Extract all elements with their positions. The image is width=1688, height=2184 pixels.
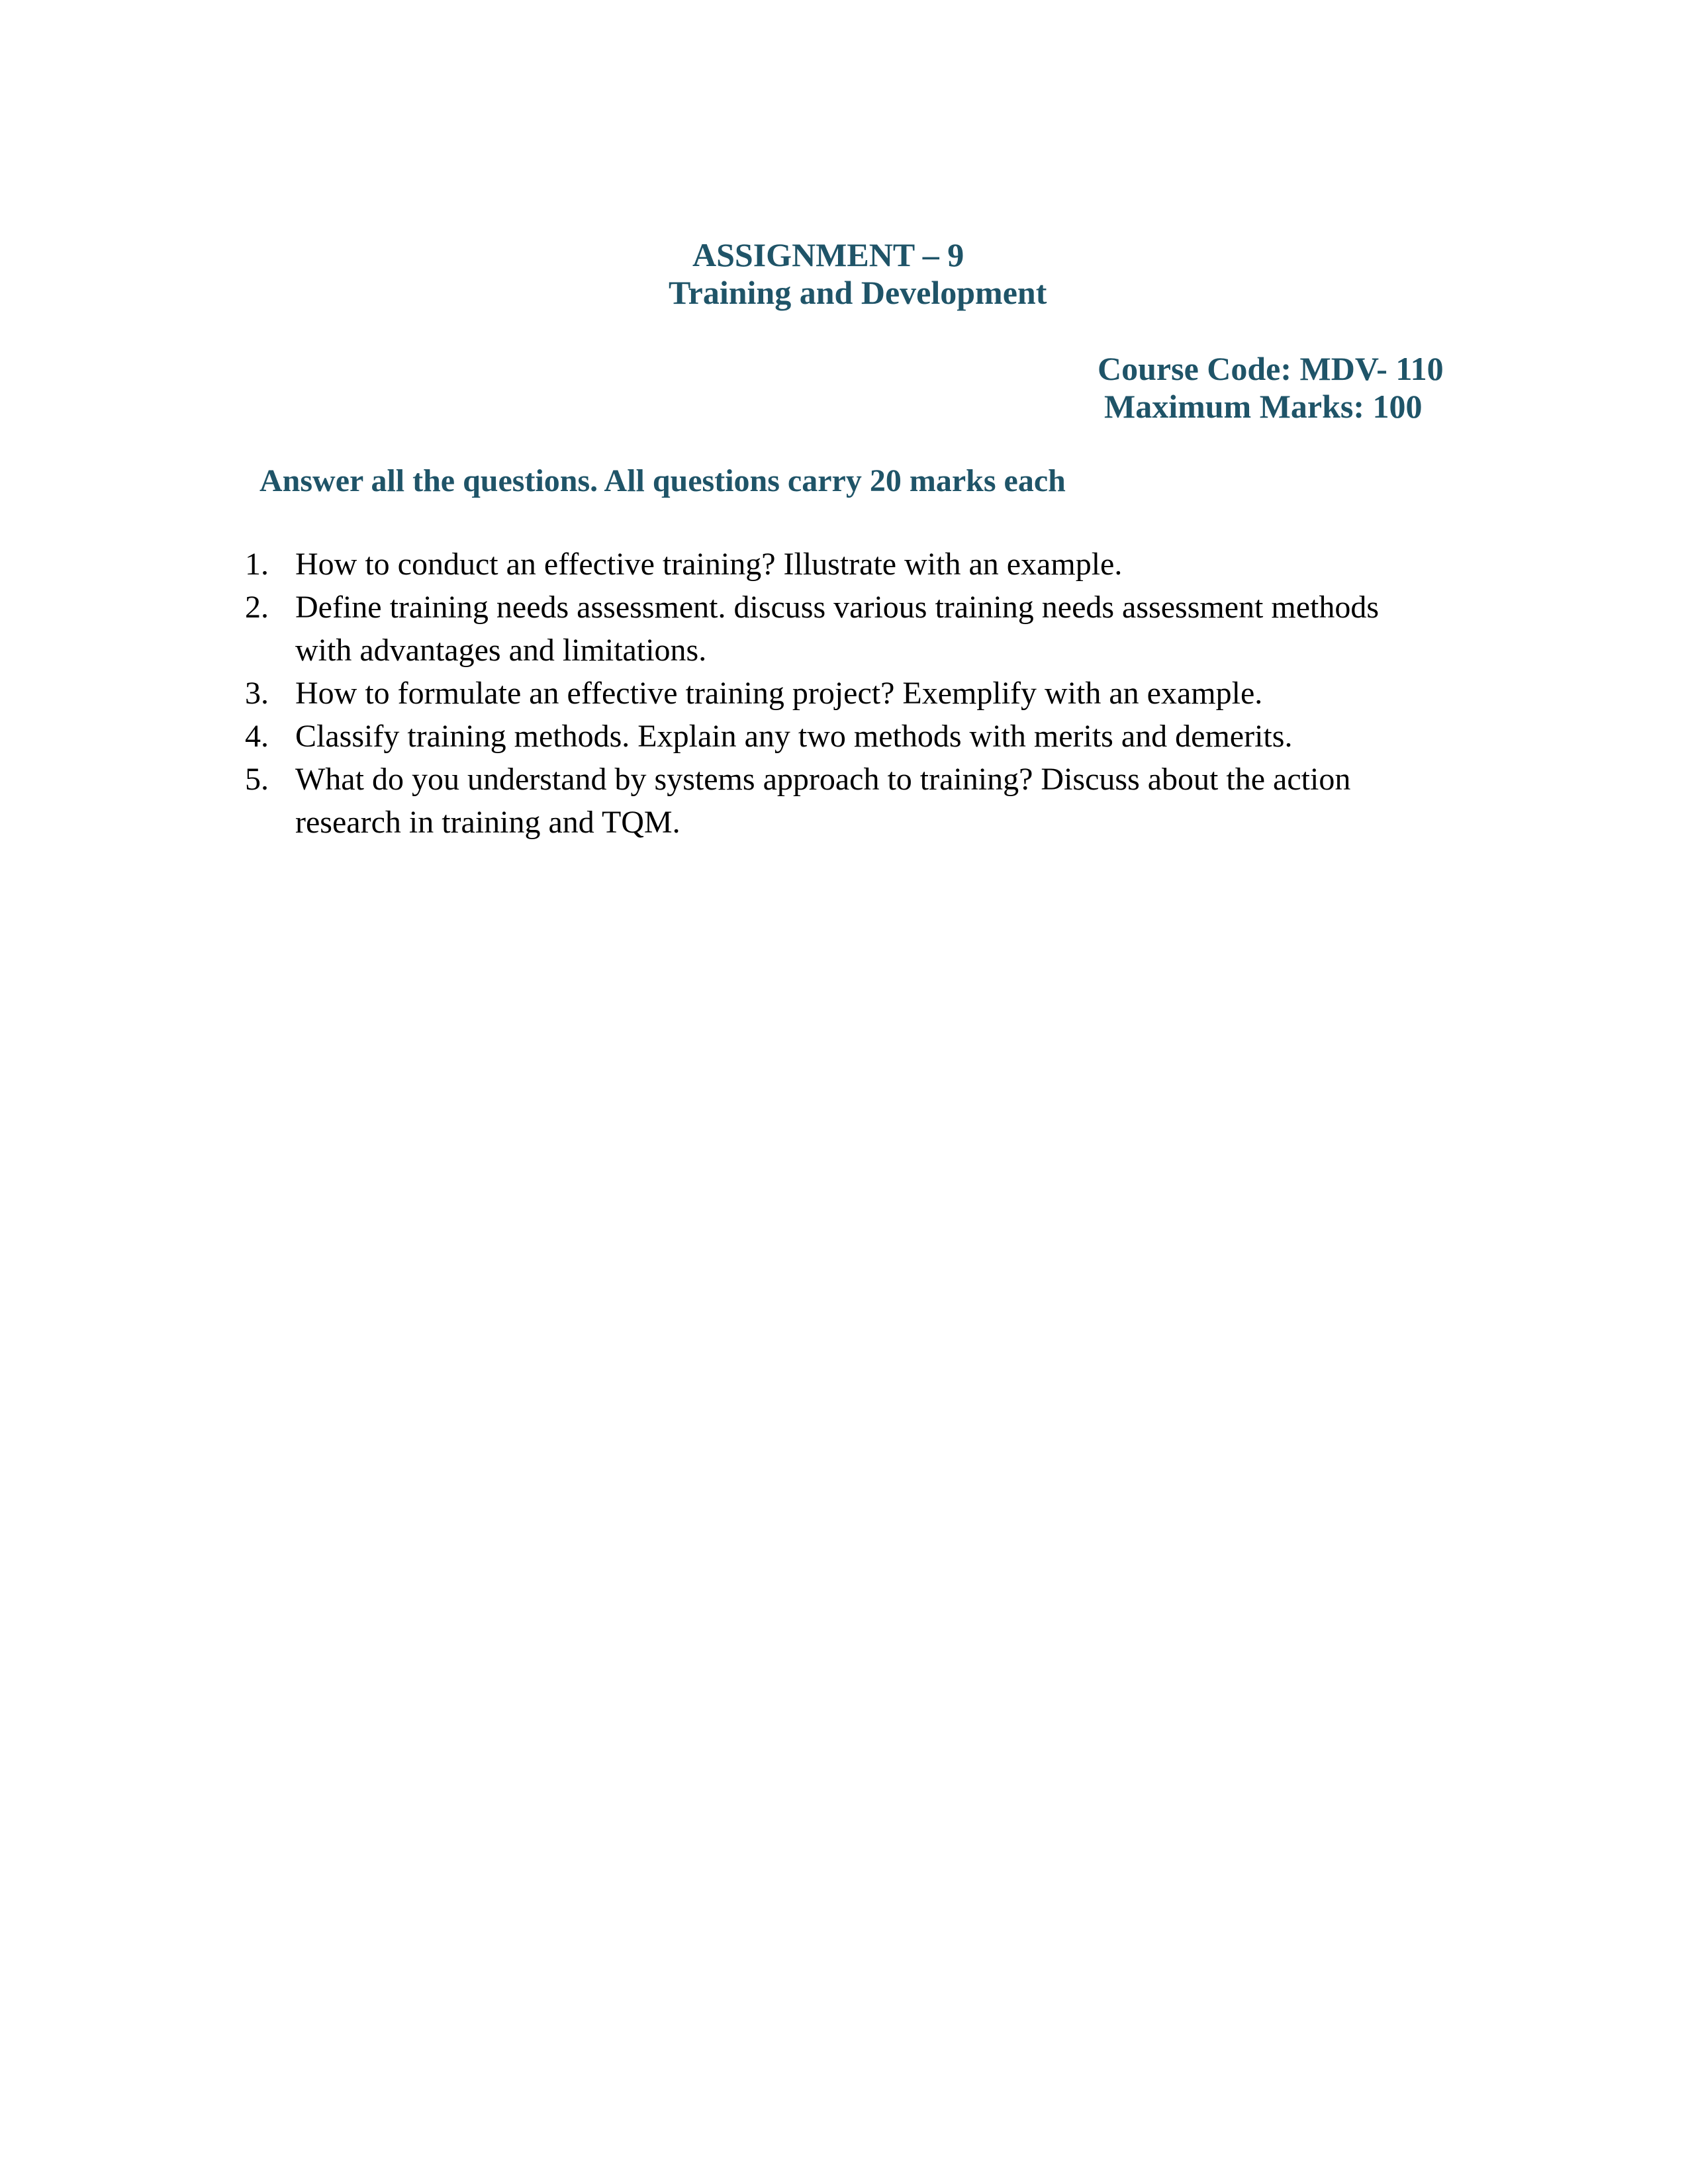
question-number: 4.: [245, 719, 269, 754]
question-text: How to formulate an effective training project? Exemplify with an example.: [295, 676, 1263, 711]
question-number: 2.: [245, 590, 269, 625]
assignment-title: ASSIGNMENT – 9: [692, 236, 964, 273]
question-item: [238, 715, 1496, 758]
question-item: [238, 543, 1496, 586]
question-text: Define training needs assessment. discuss various training needs assessment methods with advantages and limitations.: [295, 590, 1380, 668]
instructions: Answer all the questions. All questions carry 20 marks each: [259, 463, 1066, 498]
question-number: 1.: [245, 547, 269, 582]
course-code: Course Code: MDV- 110: [1098, 350, 1444, 387]
question-item: [238, 758, 1496, 844]
question-number: 5.: [245, 762, 269, 797]
question-text: Classify training methods. Explain any two methods with merits and demerits.: [295, 719, 1293, 754]
question-list: [238, 543, 1496, 844]
maximum-marks: Maximum Marks: 100: [1104, 388, 1423, 425]
subject-title: Training and Development: [669, 274, 1047, 311]
question-text: What do you understand by systems approach to training? Discuss about the action research in training and TQM.: [295, 762, 1351, 840]
question-text: How to conduct an effective training? Illustrate with an example.: [295, 547, 1123, 582]
question-number: 3.: [245, 676, 269, 711]
question-item: [238, 586, 1496, 672]
question-item: [238, 672, 1496, 715]
